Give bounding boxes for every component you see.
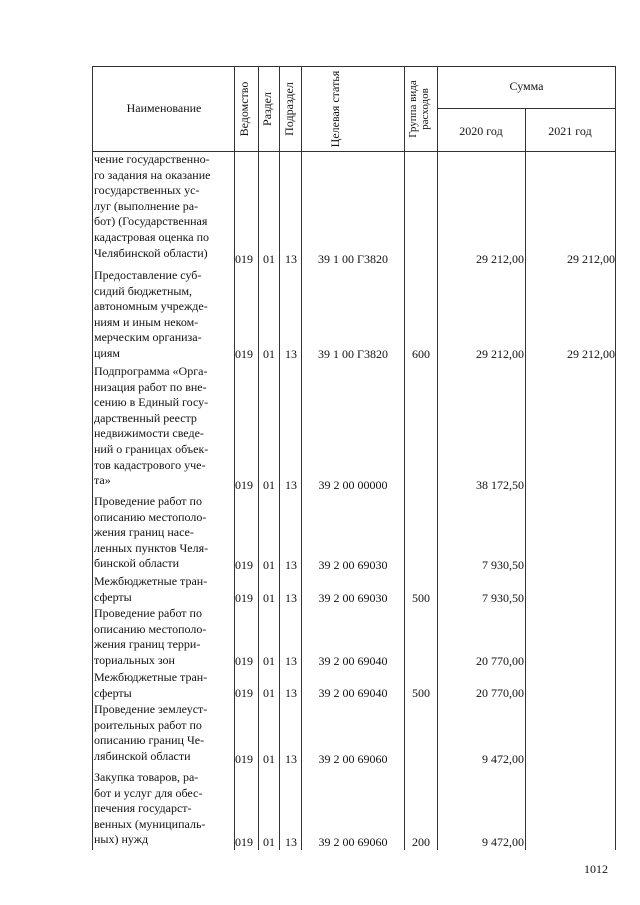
- row-gruppa: 500: [412, 686, 430, 700]
- row-podrazdel: 13: [285, 835, 297, 849]
- row-sum-2021: 29 212,00: [567, 252, 615, 266]
- row-gruppa: 200: [412, 835, 430, 849]
- header-vedomstvo: Ведомство: [237, 81, 251, 137]
- row-razdel: 01: [263, 252, 275, 266]
- row-ved: 019: [235, 478, 253, 492]
- row-name: Проведение работ по описанию местополо- жения границ терри- ториальных зон: [94, 606, 207, 667]
- row-sum-2020: 9 472,00: [482, 752, 524, 766]
- row-podrazdel: 13: [285, 558, 297, 572]
- row-gruppa: 600: [412, 347, 430, 361]
- table-top-border: [92, 66, 616, 67]
- row-celevaya: 39 2 00 69040: [318, 686, 388, 700]
- row-ved: 019: [235, 591, 253, 605]
- row-sum-2020: 29 212,00: [476, 347, 524, 361]
- row-sum-2020: 9 472,00: [482, 835, 524, 849]
- sum-subheader-border: [437, 108, 616, 109]
- header-celevaya: [329, 69, 379, 149]
- header-summa: Сумма: [509, 79, 544, 93]
- row-ved: 019: [235, 654, 253, 668]
- row-razdel: 01: [263, 686, 275, 700]
- row-sum-2020: 7 930,50: [482, 591, 524, 605]
- border-s21: [525, 108, 526, 850]
- row-sum-2021: 29 212,00: [567, 347, 615, 361]
- header-year-2020: 2020 год: [459, 124, 503, 138]
- border-left: [92, 66, 93, 850]
- row-celevaya: 39 1 00 Г3820: [318, 252, 388, 266]
- row-name: Межбюджетные тран- сферты: [94, 670, 208, 700]
- row-razdel: 01: [263, 558, 275, 572]
- header-year-2021: 2021 год: [548, 124, 592, 138]
- header-podrazdel: Подраздел: [282, 82, 296, 136]
- row-sum-2020: 7 930,50: [482, 558, 524, 572]
- row-celevaya: 39 2 00 69040: [318, 654, 388, 668]
- row-name: Межбюджетные тран- сферты: [94, 574, 208, 604]
- row-podrazdel: 13: [285, 478, 297, 492]
- row-ved: 019: [235, 347, 253, 361]
- row-ved: 019: [235, 252, 253, 266]
- row-razdel: 01: [263, 591, 275, 605]
- row-podrazdel: 13: [285, 252, 297, 266]
- border-right: [615, 66, 616, 850]
- row-ved: 019: [235, 752, 253, 766]
- row-name: Проведение землеуст- роительных работ по описанию границ Че- лябинской области: [94, 702, 208, 763]
- row-sum-2020: 20 770,00: [476, 686, 524, 700]
- header-celevaya-text: Целевая статья: [328, 70, 342, 148]
- row-name: Подпрограмма «Орга- низация работ по вне- сению в Единый госу- дарственный реестр недвижимости сведе- ний о границах объек- тов кадастрового уче- та»: [94, 364, 209, 488]
- row-name: Закупка товаров, ра- бот и услуг для обес- печения государст- венных (муниципаль- ных) нужд: [94, 770, 206, 847]
- row-celevaya: 39 2 00 00000: [318, 478, 388, 492]
- row-podrazdel: 13: [285, 686, 297, 700]
- row-celevaya: 39 1 00 Г3820: [318, 347, 388, 361]
- row-ved: 019: [235, 558, 253, 572]
- row-ved: 019: [235, 686, 253, 700]
- row-razdel: 01: [263, 654, 275, 668]
- row-name: Предоставление суб- сидий бюджетным, автономным учрежде- ниям и иным неком- мерческим организа- циям: [94, 268, 208, 360]
- row-name: чение государственно- го задания на оказание государственных ус- луг (выполнение ра- бот) (Государственная кадастровая оценка по Челябинской области): [94, 152, 211, 260]
- row-razdel: 01: [263, 752, 275, 766]
- border-grp: [404, 66, 405, 850]
- header-gruppa-text: Группа вида расходов: [407, 80, 431, 138]
- border-cel: [301, 66, 302, 850]
- row-podrazdel: 13: [285, 591, 297, 605]
- row-celevaya: 39 2 00 69060: [318, 835, 388, 849]
- header-razdel: Раздел: [260, 92, 274, 126]
- row-gruppa: 500: [412, 591, 430, 605]
- row-name: Проведение работ по описанию местополо- жения границ насе- ленных пунктов Челя- бинской области: [94, 494, 209, 571]
- row-razdel: 01: [263, 347, 275, 361]
- header-name: Наименование: [126, 101, 202, 115]
- row-celevaya: 39 2 00 69060: [318, 752, 388, 766]
- row-podrazdel: 13: [285, 347, 297, 361]
- row-podrazdel: 13: [285, 752, 297, 766]
- row-ved: 019: [235, 835, 253, 849]
- row-sum-2020: 20 770,00: [476, 654, 524, 668]
- row-celevaya: 39 2 00 69030: [318, 591, 388, 605]
- border-s20: [437, 66, 438, 850]
- border-ved: [234, 66, 235, 850]
- header-gruppa: [407, 66, 433, 152]
- row-celevaya: 39 2 00 69030: [318, 558, 388, 572]
- row-sum-2020: 38 172,50: [476, 478, 524, 492]
- row-sum-2020: 29 212,00: [476, 252, 524, 266]
- row-razdel: 01: [263, 478, 275, 492]
- border-raz: [258, 66, 259, 850]
- row-podrazdel: 13: [285, 654, 297, 668]
- page-number: 1012: [584, 862, 608, 876]
- border-pod: [279, 66, 280, 850]
- row-razdel: 01: [263, 835, 275, 849]
